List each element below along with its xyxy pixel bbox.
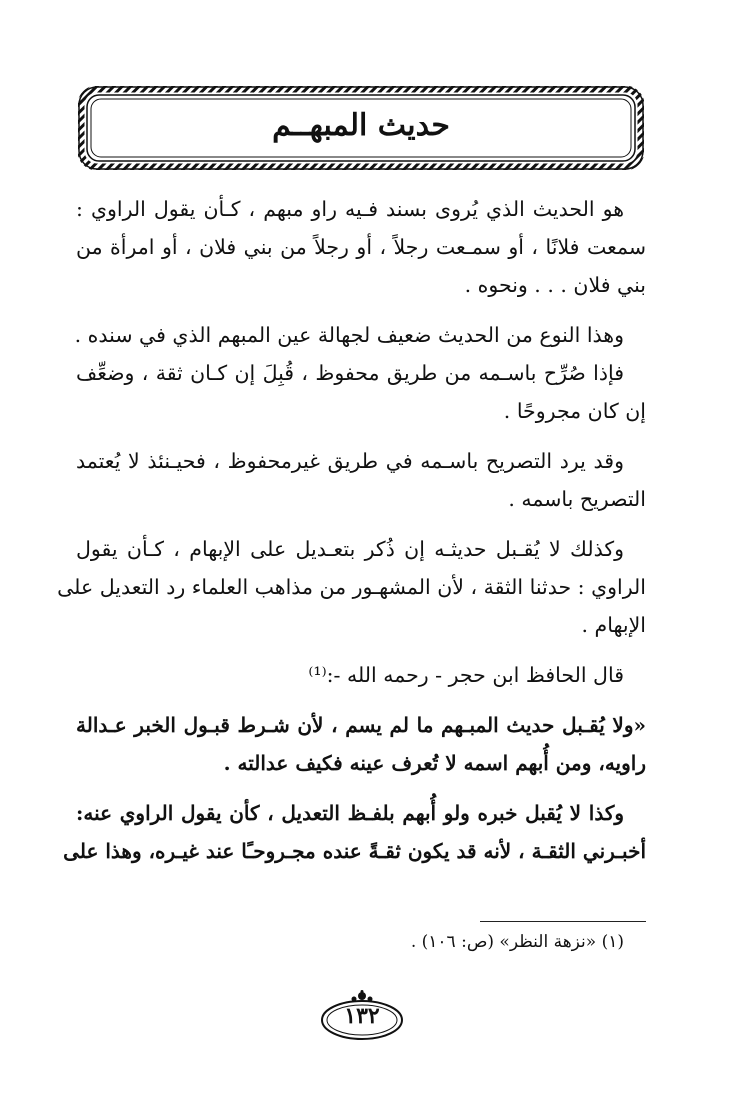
text-line: الراوي : حدثنا الثقة ، لأن المشهـور من مذاهب العلماء رد التعديل على	[57, 575, 646, 599]
title-frame	[78, 86, 644, 170]
text-line: التصريح باسمه .	[508, 487, 646, 511]
paragraph-unpreserved	[76, 442, 646, 518]
footnote: (١) «نزهة النظر» (ص: ١٠٦) .	[410, 932, 624, 952]
text-line: فإذا صُرِّح باسـمه من طريق محفوظ ، قُبِلَ إن كـان ثقة ، وضعِّف	[76, 361, 624, 385]
quotation-block	[63, 706, 646, 870]
text-line: إن كان مجروحًا .	[503, 399, 646, 423]
page-title: حديث المبهــم	[272, 108, 450, 143]
text-line: وكذلك لا يُقـبل حديثـه إن ذُكر بتعـديل على الإبهام ، كـأن يقول	[76, 537, 624, 561]
text-line: هو الحديث الذي يُروى بسند فـيه راو مبهم ، كـأن يقول الراوي :	[76, 197, 624, 221]
text-line: سمعت فلانًا ، أو سمـعت رجلاً ، أو رجلاً من بني فلان ، أو امرأة من	[76, 235, 646, 259]
quote-paragraph	[76, 706, 646, 782]
text-line: وكذا لا يُقبل خبره ولو أُبهم بلفـظ التعديل ، كأن يقول الراوي عنه:	[76, 801, 624, 825]
text-line: «ولا يُقـبل حديث المبـهم ما لم يسم ، لأن شـرط قبـول الخبر عـدالة	[76, 713, 646, 737]
paragraph-definition	[76, 190, 646, 304]
text-line: قال الحافظ ابن حجر - رحمه الله -:⁽¹⁾	[308, 663, 624, 687]
text-line: بني فلان . . . ونحوه .	[464, 273, 646, 297]
paragraph-tadil	[57, 530, 646, 644]
paragraph-named	[76, 354, 646, 430]
text-line: وقد يرد التصريح باسـمه في طريق غيرمحفوظ ، فحيـنئذ لا يُعتمد	[76, 449, 624, 473]
quote-paragraph	[63, 794, 646, 870]
text-line: الإبهام .	[581, 613, 646, 637]
text-line: وهذا النوع من الحديث ضعيف لجهالة عين المبهم الذي في سنده .	[74, 323, 624, 347]
paragraph-weakness	[76, 316, 646, 354]
footnote-divider	[480, 921, 646, 922]
text-line: أخبـرني الثقـة ، لأنه قد يكون ثقـةً عنده مجـروحـًا عند غيـره، وهذا على	[63, 839, 646, 863]
paragraph-citation-intro	[76, 656, 646, 694]
page-number: ١٣٢	[344, 1003, 380, 1029]
text-line: راويه، ومن أُبهم اسمه لا تُعرف عينه فكيف عدالته .	[223, 751, 646, 775]
main-text	[57, 190, 646, 870]
page-number-ornament	[318, 990, 406, 1042]
